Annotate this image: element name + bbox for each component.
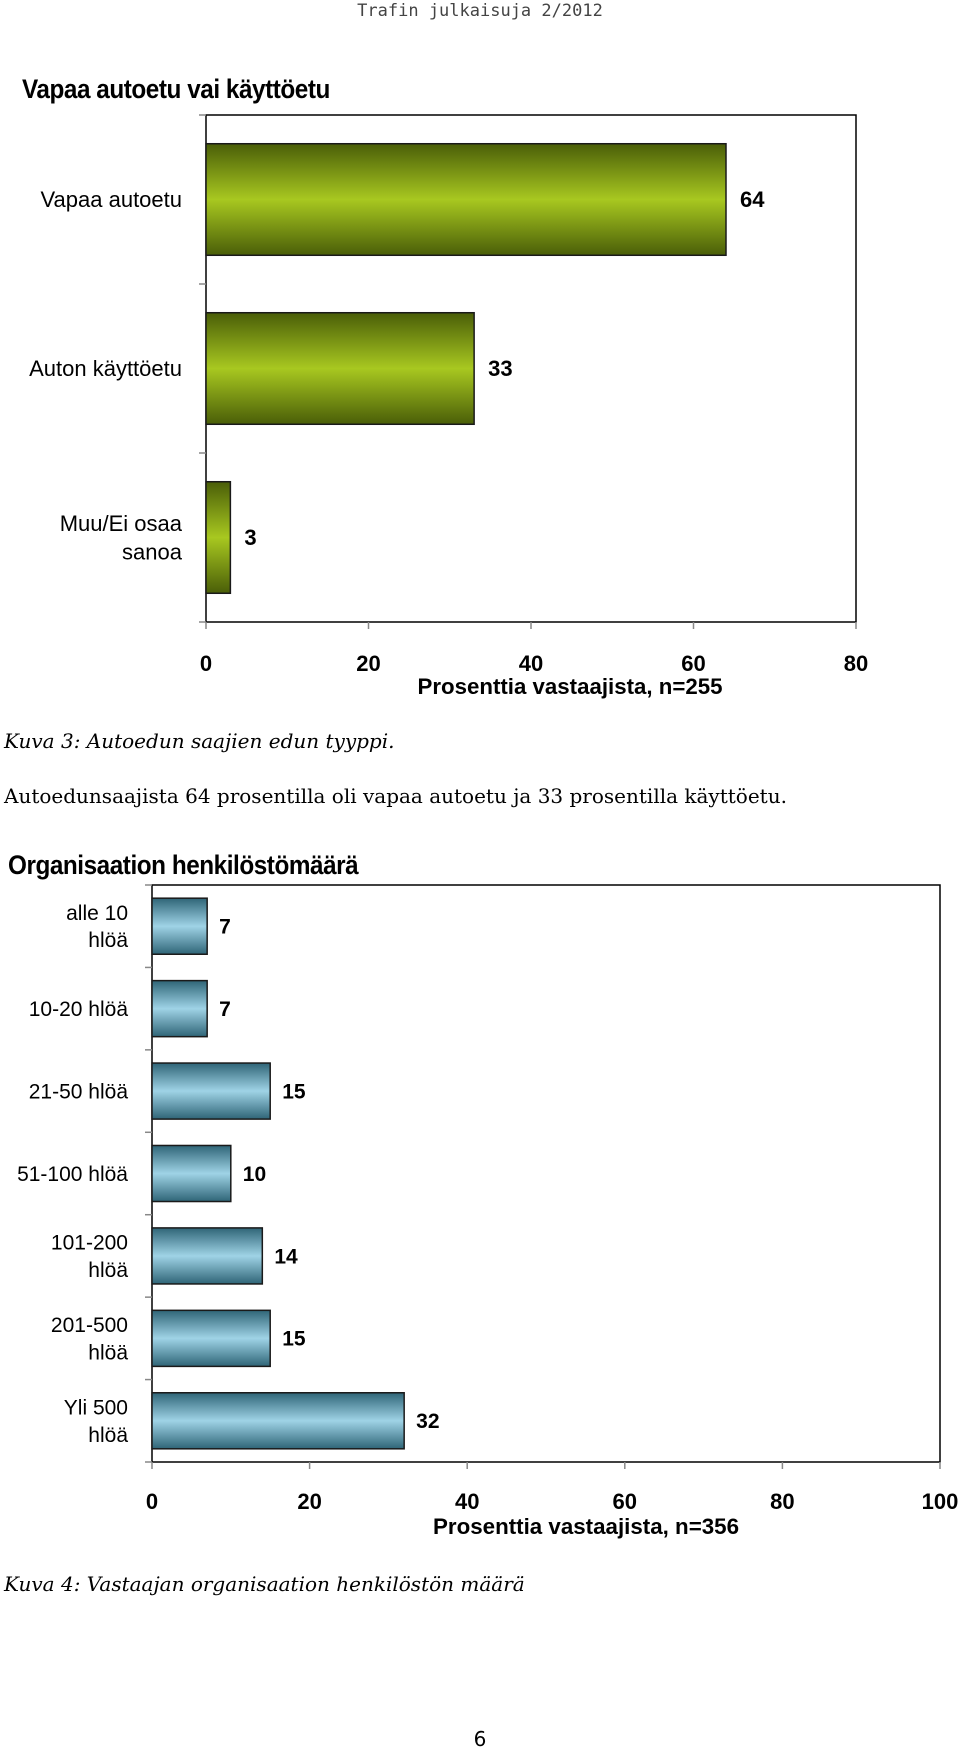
bar-2: [206, 313, 474, 425]
data-label: 32: [416, 1410, 440, 1434]
page-number: 6: [473, 1727, 487, 1751]
page-header: Trafin julkaisuja 2/2012: [357, 1, 603, 21]
chart1-svg: [0, 0, 960, 699]
figure4-caption: Kuva 4: Vastaajan organisaation henkilöstön määrä: [4, 1572, 525, 1596]
category-label: 51-100 hlöä: [17, 1162, 128, 1186]
category-label: 201-500 hlöä: [50, 1314, 128, 1365]
x-tick-label: 20: [356, 651, 381, 676]
bar-1: [206, 144, 726, 256]
bar-1: [152, 898, 207, 954]
bar-3: [206, 482, 230, 594]
category-label: Yli 500 hlöä: [63, 1396, 128, 1447]
bar-5: [152, 1228, 262, 1284]
data-label: 33: [488, 356, 513, 382]
bar-3: [152, 1063, 270, 1119]
figure3-caption: Kuva 3: Autoedun saajien edun tyyppi.: [4, 729, 395, 753]
bar-2: [152, 981, 207, 1037]
category-label: Auton käyttöetu: [29, 356, 182, 382]
category-label: 21-50 hlöä: [28, 1080, 128, 1104]
x-tick-label: 40: [518, 651, 544, 676]
x-tick-label: 80: [770, 1489, 795, 1514]
data-label: 7: [219, 915, 231, 939]
data-label: 10: [242, 1162, 267, 1186]
category-label: 101-200 hlöä: [50, 1231, 128, 1282]
data-label: 15: [282, 1327, 306, 1351]
data-label: 14: [274, 1245, 298, 1269]
data-label: 3: [244, 525, 257, 551]
x-axis-title: Prosenttia vastaajista, n=356: [433, 1514, 739, 1539]
data-label: 64: [740, 187, 765, 213]
x-tick-label: 100: [921, 1489, 959, 1514]
body-paragraph: Autoedunsaajista 64 prosentilla oli vapaa autoetu ja 33 prosentilla käyttöetu.: [4, 784, 787, 808]
x-tick-label: 0: [145, 1489, 159, 1514]
x-tick-label: 80: [843, 651, 869, 676]
data-label: 7: [219, 997, 231, 1021]
bar-7: [152, 1393, 404, 1449]
bar-6: [152, 1310, 270, 1366]
bar-4: [152, 1145, 231, 1201]
category-label: 10-20 hlöä: [28, 997, 128, 1021]
x-tick-label: 60: [612, 1489, 638, 1514]
x-tick-label: 60: [681, 651, 706, 676]
x-axis-title: Prosenttia vastaajista, n=255: [417, 674, 723, 699]
category-label: alle 10 hlöä: [66, 901, 128, 953]
x-tick-label: 20: [297, 1489, 322, 1514]
chart2-title: Organisaation henkilöstömäärä: [8, 850, 359, 880]
chart1-title: Vapaa autoetu vai käyttöetu: [22, 74, 330, 104]
chart2-svg: [0, 830, 960, 1539]
category-label: Vapaa autoetu: [40, 187, 182, 213]
plot-area: [152, 885, 940, 1462]
x-tick-label: 40: [454, 1489, 480, 1514]
category-label: Muu/Ei osaa sanoa: [59, 510, 182, 565]
x-tick-label: 0: [199, 651, 213, 676]
data-label: 15: [282, 1080, 306, 1104]
